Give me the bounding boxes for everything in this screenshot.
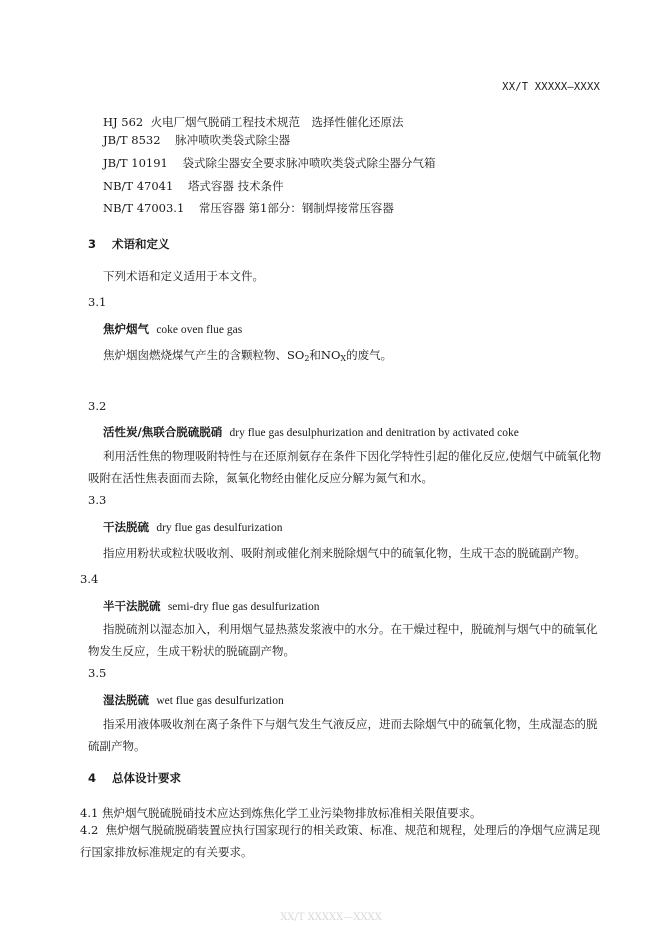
term-zh: 湿法脱硫 xyxy=(103,693,149,707)
term-number: 3.2 xyxy=(88,399,107,413)
term-zh: 干法脱硫 xyxy=(103,520,149,534)
term-heading xyxy=(103,321,242,337)
definition-text: 和NO xyxy=(309,348,341,362)
reference-code: JB/T 8532 xyxy=(103,133,161,147)
subscript: 2 xyxy=(304,354,310,363)
reference-code: JB/T 10191 xyxy=(103,156,168,170)
term-en: wet flue gas desulfurization xyxy=(156,695,284,707)
section-heading xyxy=(88,236,170,252)
term-definition: 利用活性焦的物理吸附特性与在还原剂氨存在条件下因化学特性引起的催化反应,使烟气中硫氧化物吸附在活性焦表面而去除，氮氧化物经由催化反应分解为氮气和水。 xyxy=(88,449,602,485)
term-definition: 指采用液体吸收剂在离子条件下与烟气发生气液反应，进而去除烟气中的硫氧化物，生成湿态的脱硫副产物。 xyxy=(88,717,598,753)
reference-item xyxy=(103,132,290,148)
reference-title: 常压容器 第1部分：钢制焊接常压容器 xyxy=(198,201,394,215)
section-number: 4 xyxy=(88,771,97,785)
clause-text: 焦炉烟气脱硫脱硝装置应执行国家现行的相关政策、标准、规范和规程，处理后的净烟气应满足现行国家排放标准规定的有关要求。 xyxy=(80,823,601,859)
term-number: 3.5 xyxy=(88,666,107,680)
section-intro: 下列术语和定义适用于本文件。 xyxy=(103,269,264,283)
clause xyxy=(80,819,604,863)
reference-code: NB/T 47003.1 xyxy=(103,201,185,215)
definition-text: 焦炉烟囱燃烧煤气产生的含颗粒物、SO xyxy=(103,348,305,362)
section-title: 总体设计要求 xyxy=(112,771,182,785)
term-zh: 活性炭/焦联合脱硫脱硝 xyxy=(103,425,223,439)
clause-text: 焦炉烟气脱硫脱硝技术应达到炼焦化学工业污染物排放标准相关限值要求。 xyxy=(101,806,482,820)
term-en: coke oven flue gas xyxy=(156,324,243,336)
term-heading xyxy=(103,424,519,440)
term-zh: 焦炉烟气 xyxy=(103,322,149,336)
subscript: X xyxy=(340,354,347,363)
reference-item xyxy=(103,178,284,194)
term-heading xyxy=(103,692,284,708)
term-heading xyxy=(103,519,282,535)
definition-text: 的废气。 xyxy=(346,348,393,362)
reference-code: HJ 562 xyxy=(103,115,144,129)
section-title: 术语和定义 xyxy=(112,237,170,251)
section-number: 3 xyxy=(88,237,97,251)
term-en: dry flue gas desulfurization xyxy=(156,522,283,534)
term-en: dry flue gas desulphurization and denitration by activated coke xyxy=(229,427,519,439)
clause-number: 4.2 xyxy=(80,823,99,837)
term-definition xyxy=(103,347,392,363)
reference-title: 火电厂烟气脱硝工程技术规范 选择性催化还原法 xyxy=(150,115,404,129)
reference-code: NB/T 47041 xyxy=(103,179,174,193)
term-number: 3.1 xyxy=(88,295,107,309)
header-doc-code: XX/T XXXXX—XXXX xyxy=(502,81,600,93)
reference-title: 袋式除尘器安全要求脉冲喷吹类袋式除尘器分气箱 xyxy=(182,156,436,170)
term-zh: 半干法脱硫 xyxy=(103,599,161,613)
term-definition: 指应用粉状或粒状吸收剂、吸附剂或催化剂来脱除烟气中的硫氧化物，生成干态的脱硫副产物。 xyxy=(103,546,586,560)
term-number: 3.3 xyxy=(88,493,107,507)
reference-item xyxy=(103,200,394,216)
page-footer: XX/T XXXXX—XXXX xyxy=(280,912,382,923)
term-en: semi-dry flue gas desulfurization xyxy=(167,601,320,613)
term-number: 3.4 xyxy=(80,572,99,586)
reference-title: 脉冲喷吹类袋式除尘器 xyxy=(175,133,291,147)
reference-title: 塔式容器 技术条件 xyxy=(187,179,284,193)
clause-number: 4.1 xyxy=(80,806,99,820)
reference-item xyxy=(103,155,435,171)
reference-item xyxy=(103,114,404,130)
term-heading xyxy=(103,598,320,614)
section-heading xyxy=(88,770,181,786)
term-definition: 指脱硫剂以湿态加入，利用烟气显热蒸发浆液中的水分。在干燥过程中，脱硫剂与烟气中的硫氧化物发生反应，生成干粉状的脱硫副产物。 xyxy=(88,622,598,658)
